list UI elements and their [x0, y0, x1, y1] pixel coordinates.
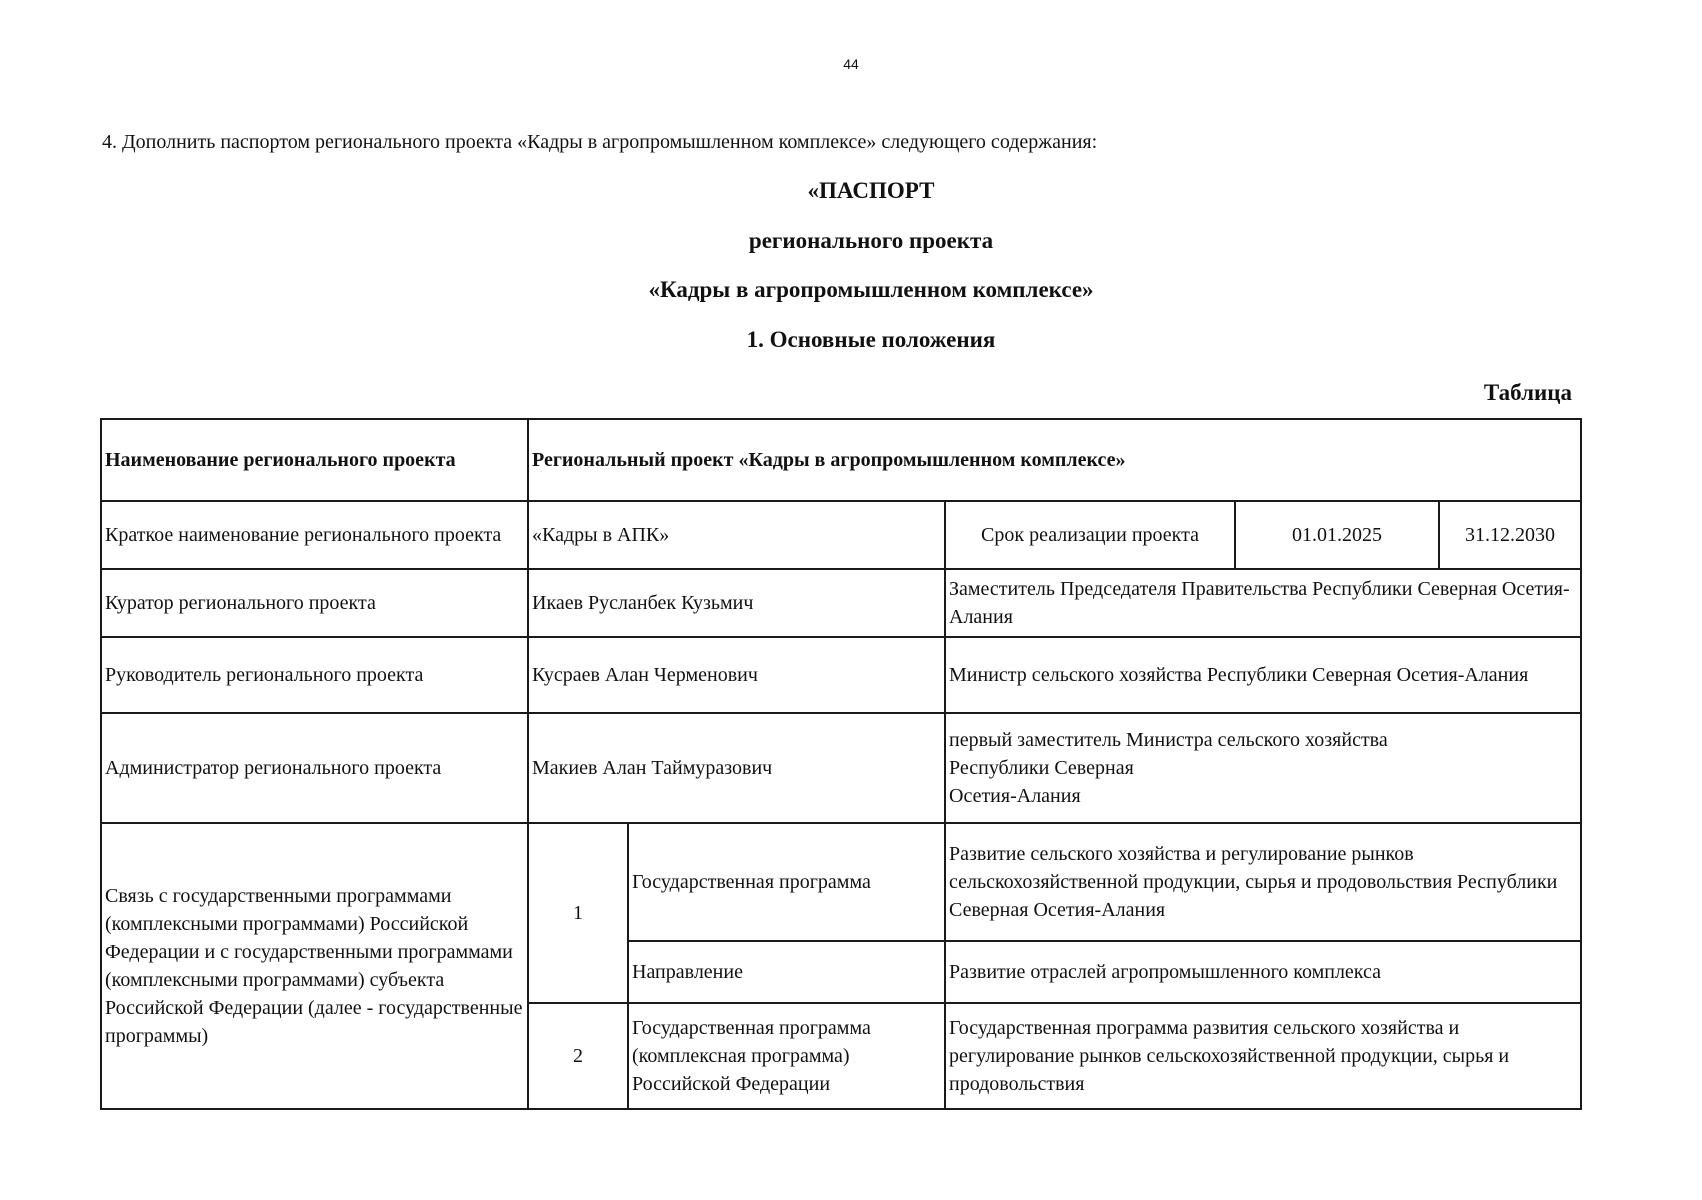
admin-position-cell: первый заместитель Министра сельского хозяйства Республики Северная Осетия-Алания — [945, 713, 1581, 823]
table-row-short-name — [101, 501, 1581, 569]
table-label: Таблица — [1483, 380, 1572, 405]
passport-table — [100, 418, 1582, 1110]
admin-name-cell: Макиев Алан Таймуразович — [528, 713, 945, 823]
page-number: 44 — [843, 56, 859, 72]
program-2-type-cell: Государственная программа (комплексная программа) Российской Федерации — [628, 1003, 945, 1109]
program-1-number-cell: 1 — [528, 823, 628, 1003]
curator-position-cell: Заместитель Председателя Правительства Республики Северная Осетия-Алания — [945, 569, 1581, 637]
admin-label-cell: Администратор регионального проекта — [101, 713, 528, 823]
name-label-cell: Наименование регионального проекта — [101, 419, 528, 501]
program-1-type-cell: Государственная программа — [628, 823, 945, 941]
passport-heading: «ПАСПОРТ — [807, 178, 935, 203]
table-row-curator — [101, 569, 1581, 637]
curator-name-cell: Икаев Русланбек Кузьмич — [528, 569, 945, 637]
name-value-cell: Региональный проект «Кадры в агропромышленном комплексе» — [528, 419, 1581, 501]
program-2-name-cell: Государственная программа развития сельского хозяйства и регулирование рынков сельскохозяйственной продукции, сырья и продовольствия — [945, 1003, 1581, 1109]
section-heading: 1. Основные положения — [746, 327, 996, 352]
short-name-label-cell: Краткое наименование регионального проекта — [101, 501, 528, 569]
table-row-program-1 — [101, 823, 1581, 941]
head-label-cell: Руководитель регионального проекта — [101, 637, 528, 713]
table-row-admin — [101, 713, 1581, 823]
head-name-cell: Кусраев Алан Черменович — [528, 637, 945, 713]
short-name-value-cell: «Кадры в АПК» — [528, 501, 945, 569]
direction-value-cell: Развитие отраслей агропромышленного комплекса — [945, 941, 1581, 1003]
term-end-cell: 31.12.2030 — [1439, 501, 1581, 569]
intro-paragraph: 4. Дополнить паспортом регионального проекта «Кадры в агропромышленном комплексе» следующего содержания: — [102, 131, 1098, 153]
table-row-head — [101, 637, 1581, 713]
head-position-cell: Министр сельского хозяйства Республики Северная Осетия-Алания — [945, 637, 1581, 713]
table-row-name — [101, 419, 1581, 501]
regional-project-heading: регионального проекта — [748, 228, 994, 253]
curator-label-cell: Куратор регионального проекта — [101, 569, 528, 637]
program-1-name-cell: Развитие сельского хозяйства и регулирование рынков сельскохозяйственной продукции, сырья и продовольствия Республики Северная Осетия-Алания — [945, 823, 1581, 941]
project-name-heading: «Кадры в агропромышленном комплексе» — [648, 277, 1094, 302]
link-label-cell: Связь с государственными программами (комплексными программами) Российской Федерации и с государственными программами (комплексными программами) субъекта Российской Федерации (далее - государственные программы) — [101, 823, 528, 1109]
term-start-cell: 01.01.2025 — [1235, 501, 1439, 569]
term-label-cell: Срок реализации проекта — [945, 501, 1235, 569]
direction-label-cell: Направление — [628, 941, 945, 1003]
program-2-number-cell: 2 — [528, 1003, 628, 1109]
